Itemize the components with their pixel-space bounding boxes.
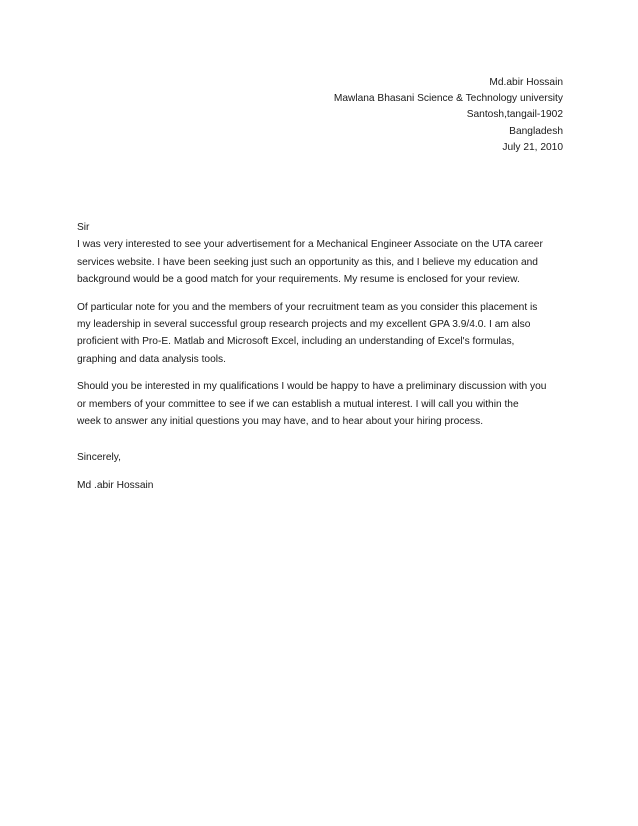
paragraph-line: Should you be interested in my qualifications I would be happy to have a preliminary discussion with you xyxy=(77,381,547,393)
sender-address: Santosh,tangail-1902 xyxy=(466,109,563,121)
paragraph-line: or members of your committee to see if we can establish a mutual interest. I will call you within the xyxy=(77,398,519,410)
closing: Sincerely, xyxy=(77,452,121,464)
paragraph-line: background would be a good match for your requirements. My resume is enclosed for your review. xyxy=(77,274,520,286)
body-paragraph-3 xyxy=(77,378,567,430)
body-paragraph-1 xyxy=(77,236,567,288)
letter-date: July 21, 2010 xyxy=(502,141,563,153)
sender-address-block xyxy=(163,75,563,156)
paragraph-line: week to answer any initial questions you may have, and to hear about your hiring process. xyxy=(77,416,484,428)
sender-name: Md.abir Hossain xyxy=(489,77,563,88)
paragraph-line: Of particular note for you and the members of your recruitment team as you consider this placement is xyxy=(77,301,538,313)
paragraph-line: graphing and data analysis tools. xyxy=(77,353,226,365)
signature: Md .abir Hossain xyxy=(77,479,154,491)
salutation: Sir xyxy=(77,222,90,233)
paragraph-line: my leadership in several successful group research projects and my excellent GPA 3.9/4.0. I am also xyxy=(77,319,531,331)
body-paragraph-2 xyxy=(77,299,567,369)
paragraph-line: services website. I have been seeking just such an opportunity as this, and I believe my education and xyxy=(77,256,538,268)
letter-body xyxy=(77,219,567,494)
sender-institution: Mawlana Bhasani Science & Technology university xyxy=(333,93,563,105)
paragraph-line: I was very interested to see your advertisement for a Mechanical Engineer Associate on the UTA career xyxy=(77,239,543,251)
sender-country: Bangladesh xyxy=(509,125,563,137)
paragraph-line: proficient with Pro-E. Matlab and Microsoft Excel, including an understanding of Excel's formulas, xyxy=(77,336,515,348)
